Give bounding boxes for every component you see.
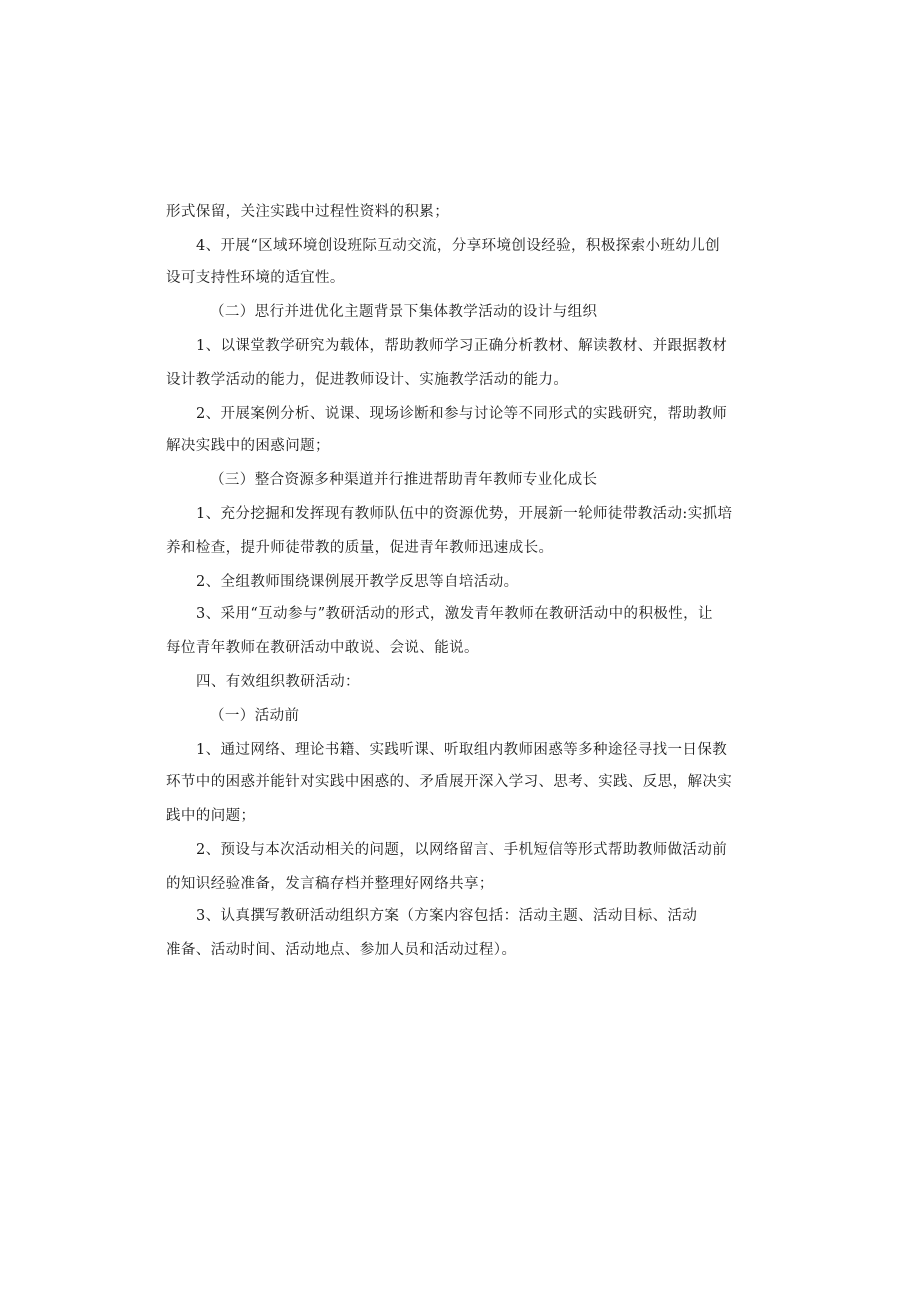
text-line: 2、预设与本次活动相关的问题，以网络留言、手机短信等形式帮助教师做活动前	[196, 842, 728, 858]
text-line: 养和检查，提升师徒带教的质量，促进青年教师迅速成长。	[166, 540, 554, 556]
text-line: 准备、活动时间、活动地点、参加人员和活动过程）。	[166, 942, 517, 958]
text-line: 3、认真撰写教研活动组织方案（方案内容包括：活动主题、活动目标、活动	[196, 908, 698, 924]
text-line: 1、通过网络、理论书籍、实践听课、听取组内教师困惑等多种途径寻找一日保教	[196, 742, 728, 758]
text-line: 每位青年教师在教研活动中敢说、会说、能说。	[166, 640, 479, 656]
text-line: 形式保留，关注实践中过程性资料的积累；	[166, 204, 450, 220]
section-heading: （二）思行并进优化主题背景下集体教学活动的设计与组织	[210, 304, 598, 320]
text-line: 4、开展“区域环境创设班际互动交流，分享环境创设经验，积极探索小班幼儿创	[196, 238, 721, 254]
text-line: 1、充分挖掘和发挥现有教师队伍中的资源优势，开展新一轮师徒带教活动:实抓培	[196, 506, 733, 522]
text-line: 设计教学活动的能力，促进教师设计、实施教学活动的能力。	[166, 372, 569, 388]
text-line: 解决实践中的困惑问题；	[166, 438, 330, 454]
section-heading: 四、有效组织教研活动：	[196, 674, 360, 690]
text-line: 环节中的困惑并能针对实践中困惑的、矛盾展开深入学习、思考、实践、反思，解决实	[166, 774, 733, 790]
text-line: 3、采用“互动参与”教研活动的形式，激发青年教师在教研活动中的积极性，让	[196, 606, 713, 622]
text-line: 1、以课堂教学研究为载体，帮助教师学习正确分析教材、解读教材、并跟据教材	[196, 338, 728, 354]
text-line: 的知识经验准备，发言稿存档并整理好网络共享；	[166, 876, 494, 892]
text-line: 践中的问题；	[166, 808, 256, 824]
text-line: 2、全组教师围绕课例展开教学反思等自培活动。	[196, 574, 519, 590]
text-line: 设可支持性环境的适宜性。	[166, 270, 345, 286]
section-heading: （一）活动前	[210, 708, 300, 724]
section-heading: （三）整合资源多种渠道并行推进帮助青年教师专业化成长	[210, 472, 598, 488]
text-line: 2、开展案例分析、说课、现场诊断和参与讨论等不同形式的实践研究，帮助教师	[196, 406, 728, 422]
